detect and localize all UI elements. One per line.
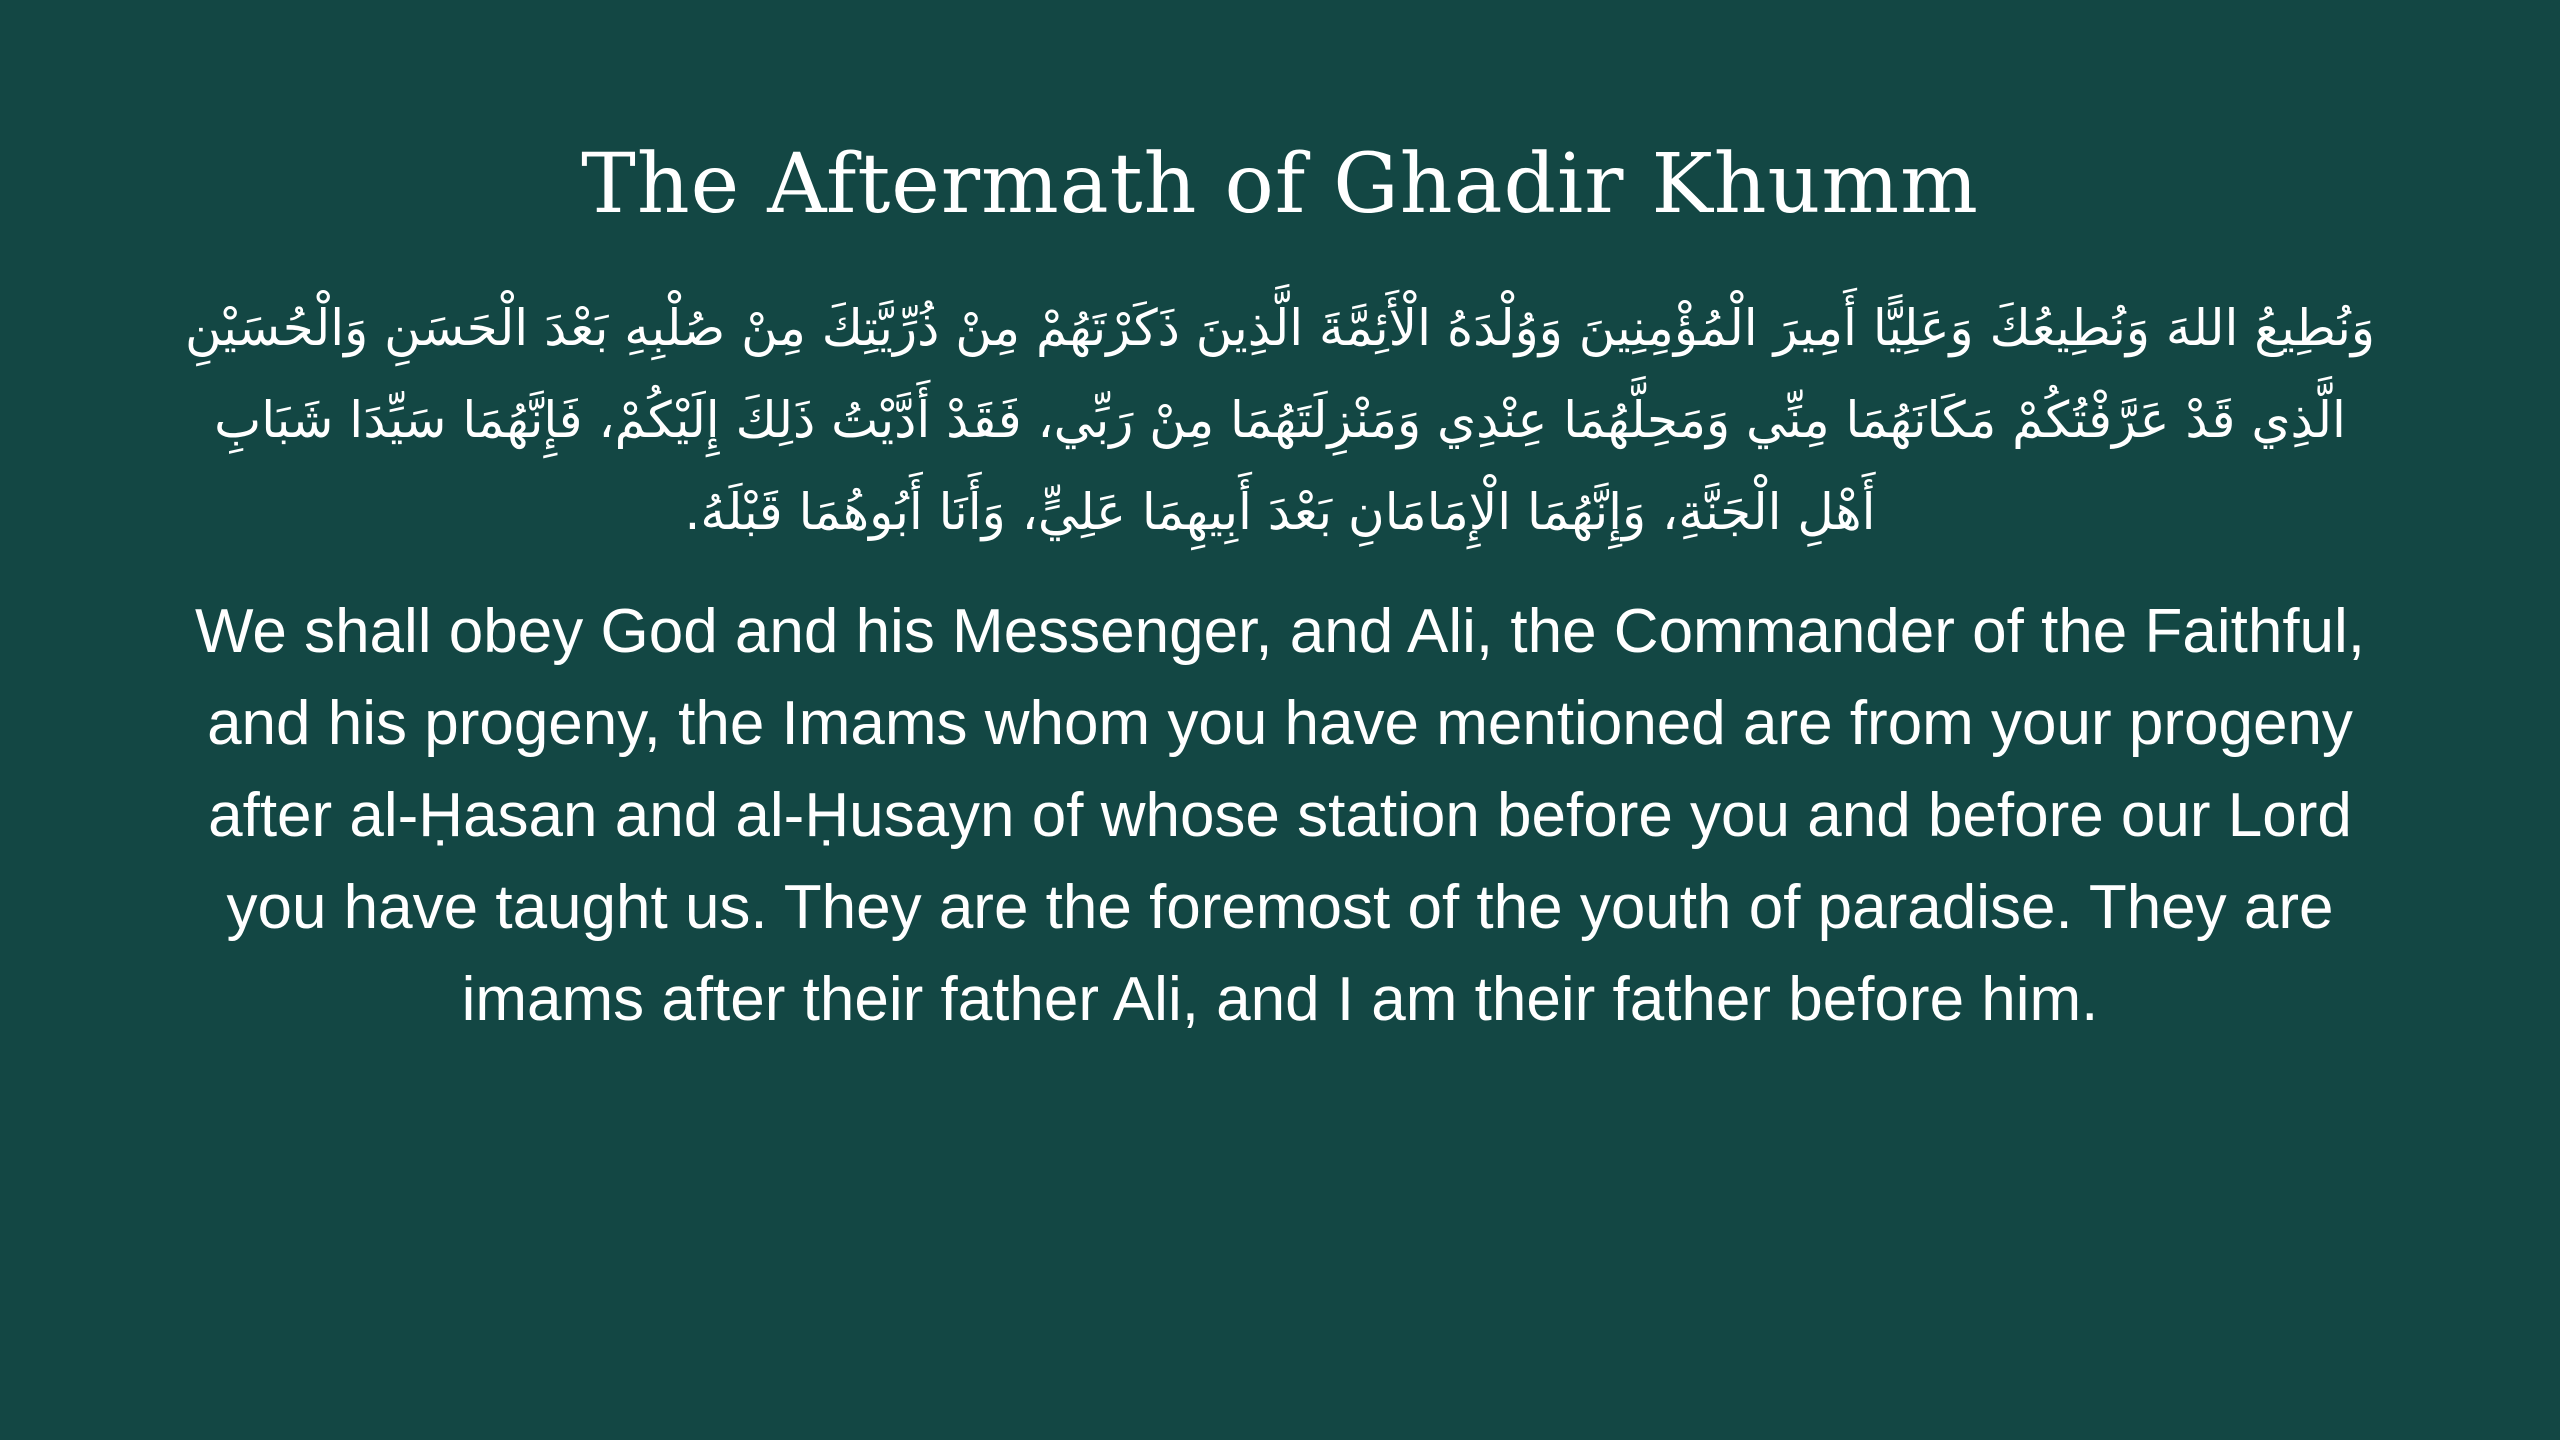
arabic-passage: وَنُطِيعُ اللهَ وَنُطِيعُكَ وَعَلِيًّا أَمِيرَ الْمُؤْمِنِينَ وَوُلْدَهُ الْأَئِمَّةَ الَّذِينَ ذَكَرْتَهُمْ مِنْ ذُرِّيَّتِكَ مِنْ صُلْبِهِ بَعْدَ الْحَسَنِ وَالْحُسَيْنِ الَّذِي قَدْ عَرَّفْتُكُمْ مَكَانَهُمَا مِنِّي وَمَحِلَّهُمَا عِنْدِي وَمَنْزِلَتَهُمَا مِنْ رَبِّي، فَقَدْ أَدَّيْتُ ذَلِكَ إِلَيْكُمْ، فَإِنَّهُمَا سَيِّدَا شَبَابِ أَهْلِ الْجَنَّةِ، وَإِنَّهُمَا الْإِمَامَانِ بَعْدَ أَبِيهِمَا عَلِيٍّ، وَأَنَا أَبُوهُمَا قَبْلَهُ. <box>184 299 2376 541</box>
slide-title: The Aftermath of Ghadir Khumm <box>581 137 1979 232</box>
english-translation: We shall obey God and his Messenger, and Ali, the Commander of the Faithful, and his progeny, the Imams whom you have mentioned are from your progeny after al-Ḥasan and al-Ḥusayn of whose station before you and before our Lord you have taught us. They are the foremost of the youth of paradise. They are imams after their father Ali, and I am their father before him. <box>194 597 2366 1034</box>
